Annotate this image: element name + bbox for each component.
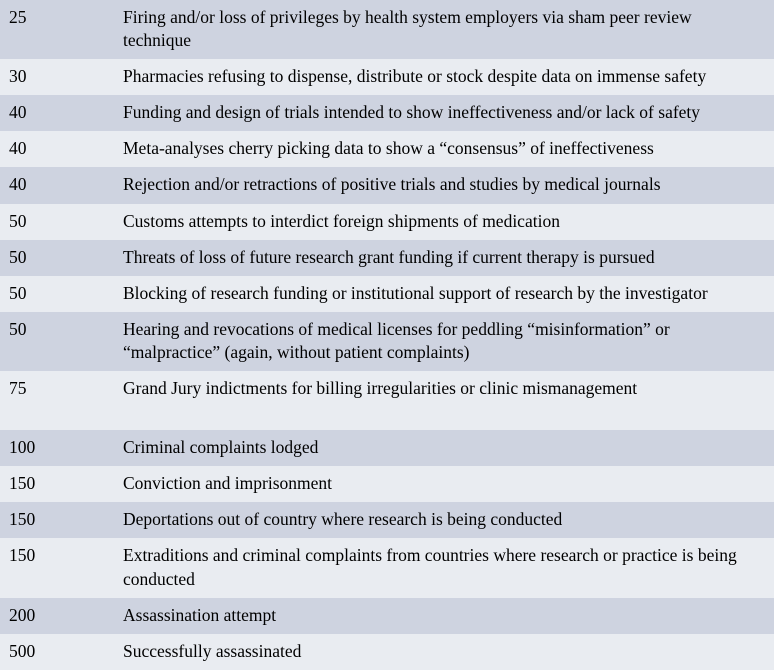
table-row <box>0 430 774 466</box>
table-row <box>0 634 774 670</box>
row-value: 50 <box>9 246 27 267</box>
row-description: Customs attempts to interdict foreign shipments of medication <box>123 210 560 231</box>
row-value: 200 <box>9 604 36 625</box>
row-value: 50 <box>9 282 27 303</box>
row-description: Meta-analyses cherry picking data to show a “consensus” of ineffectiveness <box>123 138 654 159</box>
row-value: 40 <box>9 102 27 123</box>
row-value: 100 <box>9 437 36 458</box>
row-value: 25 <box>9 7 27 27</box>
row-value: 50 <box>9 210 27 231</box>
table-row <box>0 167 774 203</box>
table-row <box>0 312 774 371</box>
row-description: Grand Jury indictments for billing irregularities or clinic mismanagement <box>123 378 638 399</box>
row-description: Hearing and revocations of medical licenses for peddling “misinformation” or “malpractice” (again, without patient complaints) <box>123 318 670 362</box>
row-description: Assassination attempt <box>123 604 277 625</box>
row-description: Criminal complaints lodged <box>123 437 319 458</box>
table-row <box>0 538 774 597</box>
row-description: Threats of loss of future research grant funding if current therapy is pursued <box>123 246 655 267</box>
table-row <box>0 59 774 95</box>
row-description: Funding and design of trials intended to show ineffectiveness and/or lack of safety <box>123 102 701 123</box>
row-value: 150 <box>9 473 36 494</box>
table-row <box>0 240 774 276</box>
row-value: 150 <box>9 545 36 566</box>
row-description: Firing and/or loss of privileges by health system employers via sham peer review technique <box>123 7 692 51</box>
row-description: Extraditions and criminal complaints from countries where research or practice is being conducted <box>123 545 737 589</box>
table-row <box>0 466 774 502</box>
row-description: Successfully assassinated <box>123 640 302 661</box>
row-description: Conviction and imprisonment <box>123 473 333 494</box>
row-value: 30 <box>9 66 27 87</box>
table-row <box>0 598 774 634</box>
row-description: Blocking of research funding or institutional support of research by the investigator <box>123 282 708 303</box>
table-row <box>0 502 774 538</box>
row-value: 500 <box>9 640 36 661</box>
table-row <box>0 131 774 167</box>
table-row <box>0 95 774 131</box>
row-description: Rejection and/or retractions of positive trials and studies by medical journals <box>123 174 661 195</box>
row-value: 50 <box>9 318 27 339</box>
table-row <box>0 371 774 430</box>
row-value: 75 <box>9 378 27 399</box>
row-value: 150 <box>9 509 36 530</box>
row-description: Pharmacies refusing to dispense, distribute or stock despite data on immense safety <box>123 66 707 87</box>
table-row <box>0 0 774 59</box>
table-row <box>0 276 774 312</box>
row-value: 40 <box>9 174 27 195</box>
row-value: 40 <box>9 138 27 159</box>
row-description: Deportations out of country where research is being conducted <box>123 509 563 530</box>
table-row <box>0 204 774 240</box>
